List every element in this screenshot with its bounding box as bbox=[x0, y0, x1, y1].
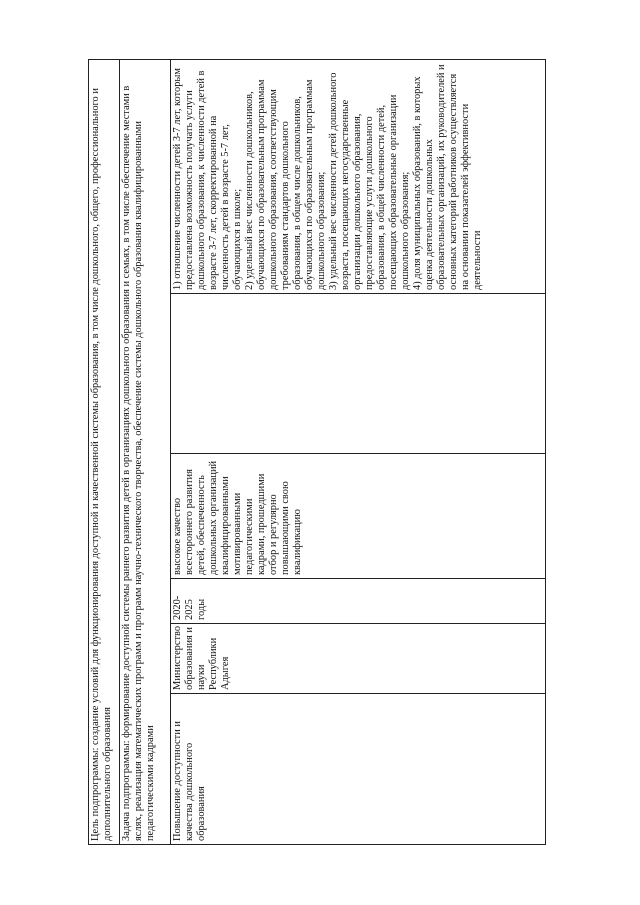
goal-cell: Цель подпрограммы: создание условий для функционирования доступной и качественной системы образования, в том числе дошкольного, общего, профессионального и дополнительного образования bbox=[89, 60, 120, 845]
expected-result-cell: высокое качество всестороннего развития детей, обеспеченность дошкольных организаций квалифицированными мотивированными педагогическими кадрами, прошедшими отбор и регулярно повышающими свою квалификацию bbox=[171, 454, 546, 579]
empty-cell bbox=[171, 294, 546, 454]
task-row bbox=[120, 60, 171, 845]
list-item: 2) удельный вес численности дошкольников, обучающихся по образовательным программам дошкольного образования, соответствующим требованиям стандартов дошкольного образования, в общем числе дошкольников, обучающихся по образовательным программам дошкольного образования; bbox=[244, 79, 327, 290]
indicators-list bbox=[172, 63, 484, 290]
list-item: 3) удельный вес численности детей дошкольного возраста, посещающих негосударственные организации дошкольного образования, предоставляющие услуги дошкольного образования, в общей численности детей, посещающих образовательные организации дошкольного образования; bbox=[328, 72, 411, 290]
list-item: 4) доля муниципальных образований, в которых оценка деятельности дошкольных образовательных организаций, их руководителей и основных категорий работников осуществляется на основании показателей эффективности деятельности bbox=[412, 64, 483, 290]
list-item: 1) отношение численности детей 3-7 лет, которым предоставлена возможность получать услуги дошкольного образования, к численности детей в возрасте 3-7 лет, скорректированной на численность детей в возрасте 5-7 лет, обучающихся в школе; bbox=[172, 68, 243, 290]
goal-row bbox=[89, 60, 120, 845]
table-row bbox=[171, 60, 546, 845]
indicators-cell bbox=[171, 60, 546, 294]
task-cell: Задача подпрограммы: формирование доступной системы раннего развития детей в организациях дошкольного образования и семьях, в том числе обеспечение местами в яслях, реализация математических программ и программ научно-технического творчества, обеспечение системы дошкольного образования квалифицированными педагогическими кадрами bbox=[120, 60, 171, 845]
measure-name-cell: Повышение доступности и качества дошкольного образования bbox=[171, 694, 546, 845]
subprogram-table bbox=[88, 59, 546, 845]
rotated-table-container bbox=[88, 60, 550, 845]
executor-cell: Министерство образования и науки Республики Адыгея bbox=[171, 624, 546, 694]
period-cell: 2020-2025 годы bbox=[171, 579, 546, 624]
